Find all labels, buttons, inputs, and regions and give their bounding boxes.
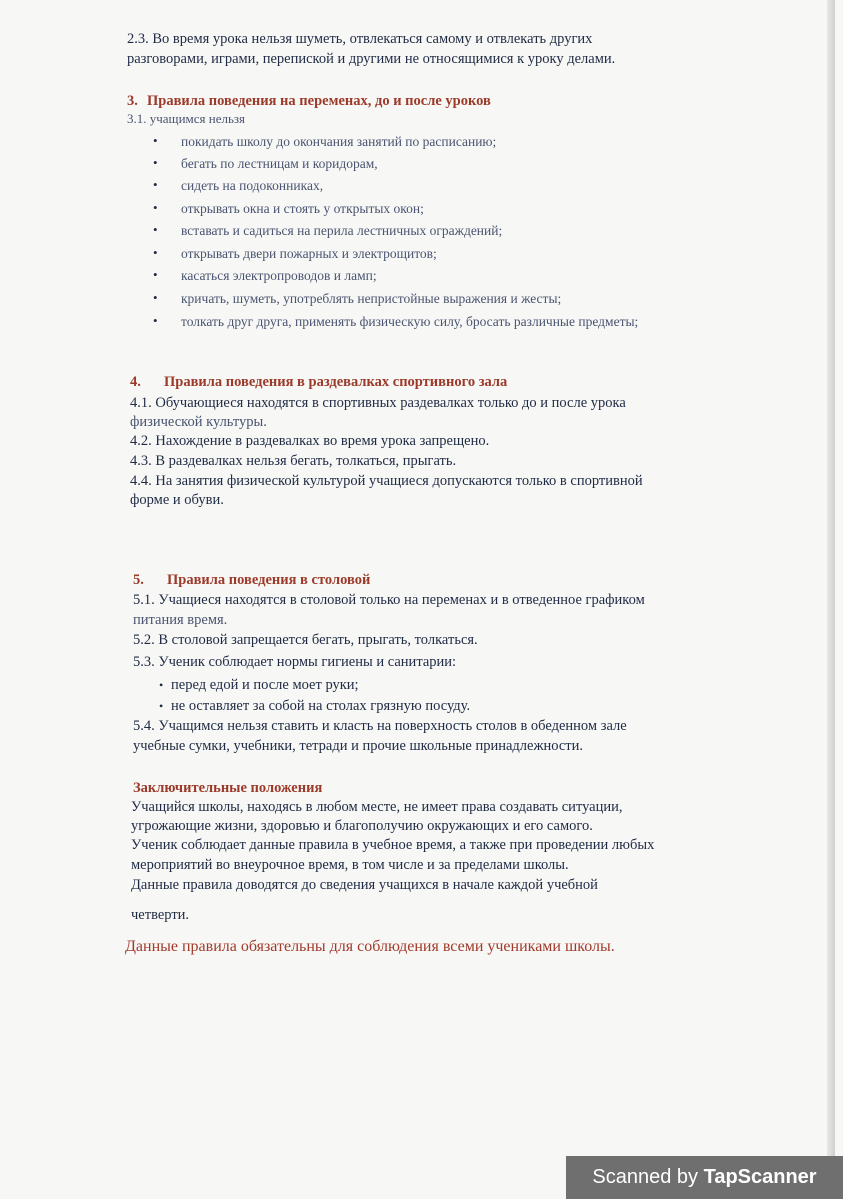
item-4-4-line-2: форме и обуви.: [130, 492, 224, 508]
final-line-1: Учащийся школы, находясь в любом месте, не имеет права создавать ситуации,: [131, 799, 623, 815]
item-4-1-line-2: физической культуры.: [130, 414, 267, 430]
list-item: перед едой и после моет руки;: [171, 677, 359, 693]
list-item: толкать друг друга, применять физическую силу, бросать различные предметы;: [181, 314, 639, 329]
final-section-title: Заключительные положения: [133, 780, 323, 796]
item-4-4-line-1: 4.4. На занятия физической культурой учащиеся допускаются только в спортивной: [130, 473, 643, 489]
section-5-title: Правила поведения в столовой: [167, 572, 371, 588]
bullet-icon: •: [153, 290, 158, 305]
item-3-1: 3.1. учащимся нельзя: [127, 111, 246, 126]
item-5-2: 5.2. В столовой запрещается бегать, прыгать, толкаться.: [133, 632, 478, 648]
bullet-icon: •: [153, 200, 158, 215]
bullet-icon: •: [159, 678, 164, 692]
final-line-5: Данные правила доводятся до сведения учащихся в начале каждой учебной: [131, 877, 598, 893]
list-item: сидеть на подоконниках,: [181, 178, 324, 193]
list-item: вставать и садиться на перила лестничных ограждений;: [181, 223, 503, 238]
bullet-icon: •: [159, 699, 164, 713]
final-line-4: мероприятий во внеурочное время, в том числе и за пределами школы.: [131, 857, 569, 873]
list-item: открывать окна и стоять у открытых окон;: [181, 201, 424, 216]
item-2-3-line-2: разговорами, играми, перепиской и другими не относящимися к уроку делами.: [127, 51, 616, 67]
item-5-4-line-2: учебные сумки, учебники, тетради и прочие школьные принадлежности.: [133, 738, 584, 754]
bullet-icon: •: [153, 222, 158, 237]
bullet-icon: •: [153, 155, 158, 170]
list-item: не оставляет за собой на столах грязную посуду.: [171, 698, 471, 714]
item-5-4-line-1: 5.4. Учащимся нельзя ставить и класть на поверхность столов в обеденном зале: [133, 718, 627, 734]
final-line-6: четверти.: [131, 907, 190, 923]
section-3-heading: [127, 93, 491, 110]
watermark-prefix: Scanned by: [592, 1166, 704, 1188]
item-5-1-line-1: 5.1. Учащиеся находятся в столовой только на переменах и в отведенное графиком: [133, 592, 645, 608]
item-4-3: 4.3. В раздевалках нельзя бегать, толкаться, прыгать.: [130, 453, 457, 469]
list-item: покидать школу до окончания занятий по расписанию;: [181, 134, 497, 149]
list-item: открывать двери пожарных и электрощитов;: [181, 246, 437, 261]
item-5-1-line-2: питания время.: [133, 612, 228, 628]
list-item: бегать по лестницам и коридорам,: [181, 156, 378, 171]
section-4-title: Правила поведения в раздевалках спортивного зала: [164, 374, 508, 390]
bullet-icon: •: [153, 245, 158, 260]
watermark-brand: TapScanner: [703, 1166, 817, 1188]
page-edge-shadow: [827, 0, 835, 1199]
section-5-number: 5.: [133, 572, 144, 588]
item-4-2: 4.2. Нахождение в раздевалках во время урока запрещено.: [130, 433, 490, 449]
bullet-icon: •: [153, 133, 158, 148]
section-3-number: 3.: [127, 93, 138, 109]
section-4-heading: [130, 374, 507, 391]
bullet-icon: •: [153, 313, 158, 328]
list-item: кричать, шуметь, употреблять непристойные выражения и жесты;: [181, 291, 562, 306]
final-line-2: угрожающие жизни, здоровью и благополучию окружающих и его самого.: [131, 818, 593, 834]
section-3-title: Правила поведения на переменах, до и после уроков: [147, 93, 491, 109]
item-2-3-line-1: 2.3. Во время урока нельзя шуметь, отвлекаться самому и отвлекать других: [127, 31, 593, 47]
list-item: касаться электропроводов и ламп;: [181, 268, 377, 283]
item-4-1-line-1: 4.1. Обучающиеся находятся в спортивных раздевалках только до и после урока: [130, 395, 626, 411]
bullet-icon: •: [153, 267, 158, 282]
final-line-3: Ученик соблюдает данные правила в учебное время, а также при проведении любых: [131, 837, 655, 853]
item-5-3: 5.3. Ученик соблюдает нормы гигиены и санитарии:: [133, 654, 457, 670]
section-4-number: 4.: [130, 374, 141, 390]
scanner-watermark: [566, 1156, 843, 1199]
section-5-heading: [133, 572, 370, 589]
closing-note: Данные правила обязательны для соблюдения всеми учениками школы.: [125, 938, 615, 955]
bullet-icon: •: [153, 177, 158, 192]
